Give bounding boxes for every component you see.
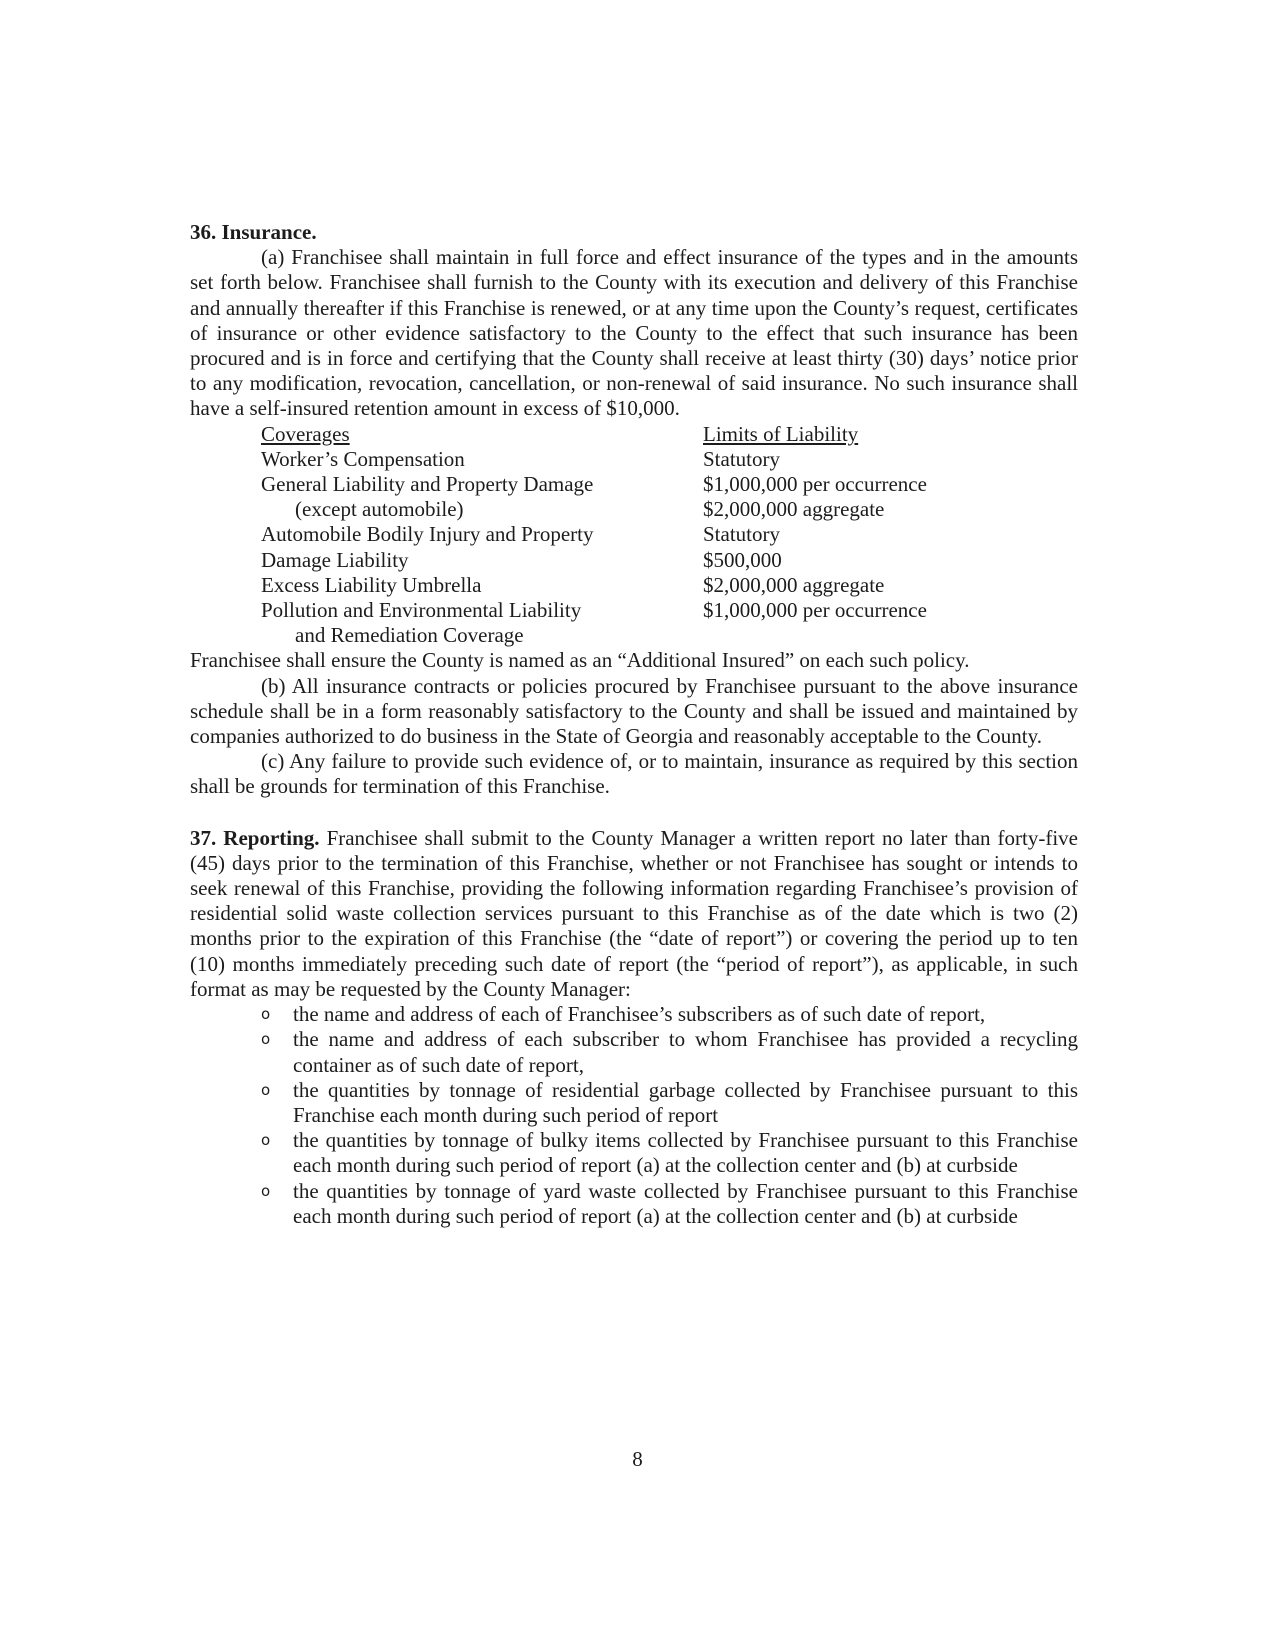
coverage-name: and Remediation Coverage bbox=[295, 623, 524, 648]
section-37-title: 37. Reporting. bbox=[190, 825, 320, 850]
coverage-name: General Liability and Property Damage bbox=[261, 472, 594, 497]
section-36-paragraph-c: (c) Any failure to provide such evidence of, or to maintain, insurance as required by this section shall be grounds for termination of this Franchise. bbox=[190, 749, 1078, 799]
coverage-name: Damage Liability bbox=[261, 547, 409, 572]
list-item bbox=[261, 1078, 1078, 1128]
list-item-text: the name and address of each subscriber to whom Franchisee has provided a recycling container as of such date of report, bbox=[293, 1027, 1078, 1077]
section-36-title: 36. Insurance. bbox=[190, 220, 317, 244]
coverage-row bbox=[261, 472, 1061, 497]
section-37-body: Franchisee shall submit to the County Manager a written report no later than forty-five (45) days prior to the termination of this Franchise, whether or not Franchisee has sought or intends to seek renewal of this Franchise, providing the following information regarding Franchisee’s provision of residential solid waste collection services pursuant to this Franchise as of the date which is two (2) months prior to the expiration of this Franchise (the “date of report”) or covering the period up to ten (10) months immediately preceding such date of report (the “period of report”), as applicable, in such format as may be requested by the County Manager: bbox=[190, 825, 1078, 1001]
list-item bbox=[261, 1002, 1078, 1027]
coverage-limit: $500,000 bbox=[703, 547, 782, 572]
coverages-header: Coverages bbox=[261, 421, 350, 446]
coverage-limit: $1,000,000 per occurrence bbox=[703, 472, 927, 497]
coverage-name: Worker’s Compensation bbox=[261, 446, 465, 471]
section-37-paragraph bbox=[190, 826, 1078, 1002]
bullet-icon: o bbox=[261, 1030, 271, 1049]
coverage-row bbox=[261, 598, 1061, 623]
bullet-icon: o bbox=[261, 1181, 271, 1200]
list-item-text: the quantities by tonnage of bulky items collected by Franchisee pursuant to this Franchise each month during such period of report (a) at the collection center and (b) at curbside bbox=[293, 1128, 1078, 1178]
coverage-limit: Statutory bbox=[703, 522, 780, 547]
bullet-icon: o bbox=[261, 1131, 271, 1150]
coverage-name: Excess Liability Umbrella bbox=[261, 572, 482, 597]
list-item-text: the name and address of each of Franchisee’s subscribers as of such date of report, bbox=[293, 1002, 986, 1027]
coverage-name: (except automobile) bbox=[295, 497, 464, 522]
document-page bbox=[190, 220, 1078, 1229]
coverage-row bbox=[261, 497, 1061, 522]
list-item-text: the quantities by tonnage of yard waste collected by Franchisee pursuant to this Franchise each month during such period of report (a) at the collection center and (b) at curbside bbox=[293, 1178, 1078, 1228]
list-item bbox=[261, 1027, 1078, 1077]
section-36-paragraph-a: (a) Franchisee shall maintain in full force and effect insurance of the types and in the amounts set forth below. Franchisee shall furnish to the County with its execution and delivery of this Franchise and annually thereafter if this Franchise is renewed, or at any time upon the County’s request, certificates of insurance or other evidence satisfactory to the County to the effect that such insurance has been procured and is in force and certifying that the County shall receive at least thirty (30) days’ notice prior to any modification, revocation, cancellation, or non-renewal of said insurance. No such insurance shall have a self-insured retention amount in excess of $10,000. bbox=[190, 245, 1078, 421]
additional-insured-text: Franchisee shall ensure the County is named as an “Additional Insured” on each such policy. bbox=[190, 648, 970, 673]
limits-header: Limits of Liability bbox=[703, 421, 859, 446]
coverage-limit bbox=[703, 623, 1061, 648]
coverage-row bbox=[261, 623, 1061, 648]
coverage-limit: Statutory bbox=[703, 446, 780, 471]
report-items-list bbox=[190, 1002, 1078, 1229]
list-item bbox=[261, 1179, 1078, 1229]
coverage-row bbox=[261, 573, 1061, 598]
list-item-text: the quantities by tonnage of residential garbage collected by Franchisee pursuant to this Franchise each month during such period of report bbox=[293, 1077, 1078, 1127]
coverage-row bbox=[261, 447, 1061, 472]
section-36-paragraph-b: (b) All insurance contracts or policies procured by Franchisee pursuant to the above insurance schedule shall be in a form reasonably satisfactory to the County and shall be issued and maintained by companies authorized to do business in the State of Georgia and reasonably acceptable to the County. bbox=[190, 673, 1078, 749]
coverage-limit: $2,000,000 aggregate bbox=[703, 572, 885, 597]
page-number: 8 bbox=[632, 1447, 643, 1471]
coverage-name: Pollution and Environmental Liability bbox=[261, 598, 582, 623]
coverage-row bbox=[261, 548, 1061, 573]
bullet-icon: o bbox=[261, 1005, 271, 1024]
coverage-row bbox=[261, 522, 1061, 547]
coverage-limit: $1,000,000 per occurrence bbox=[703, 598, 927, 623]
list-item bbox=[261, 1128, 1078, 1178]
coverage-table bbox=[261, 422, 1061, 649]
coverage-name: Automobile Bodily Injury and Property bbox=[261, 522, 594, 547]
coverage-limit: $2,000,000 aggregate bbox=[703, 497, 885, 522]
bullet-icon: o bbox=[261, 1080, 271, 1099]
coverage-table-header bbox=[261, 422, 1061, 447]
